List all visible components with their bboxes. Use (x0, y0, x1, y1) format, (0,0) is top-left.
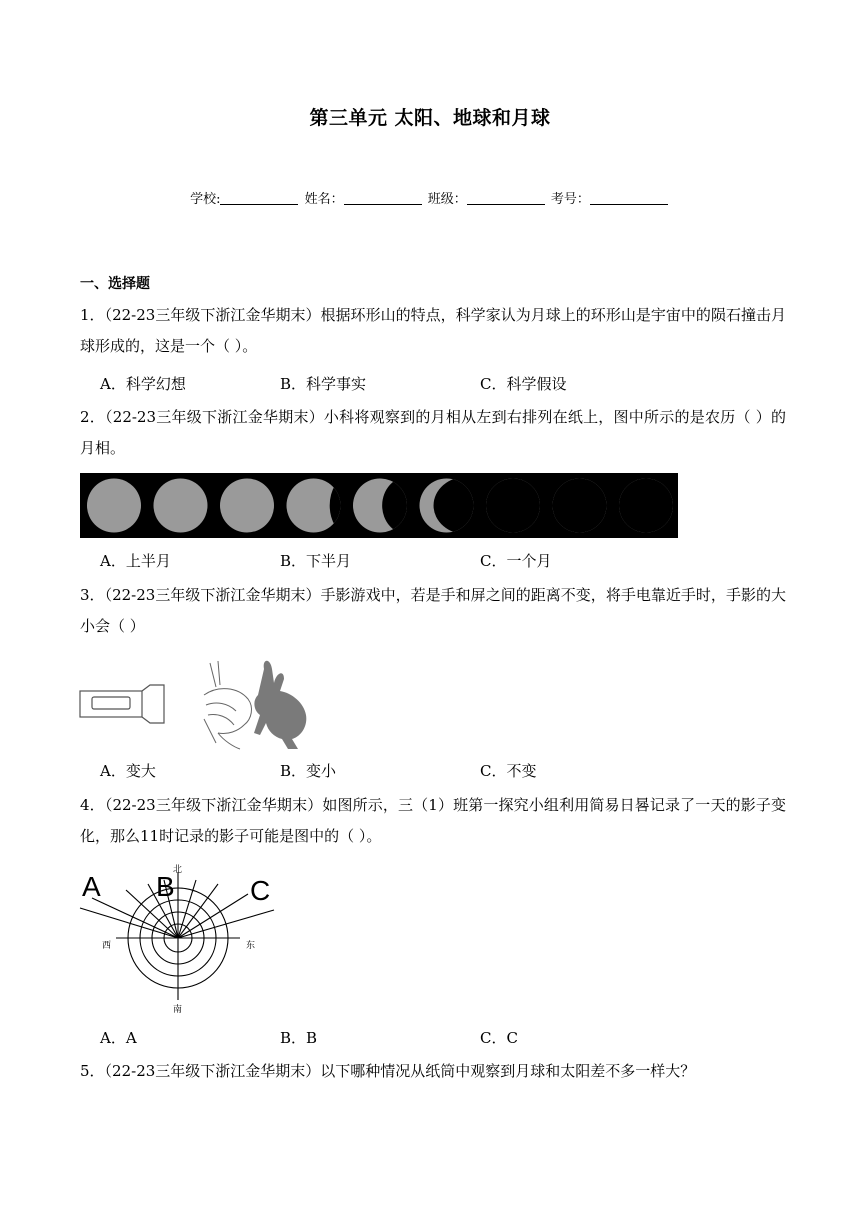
name-label: 姓名： (304, 192, 344, 207)
question-2: 2．（22-23三年级下浙江金华期末）小科将观察到的月相从左到右排列在纸上，图中所示的是农历（ ）的月相。 (80, 408, 786, 457)
class-blank (467, 204, 545, 205)
option-c: C．科学假设 (480, 375, 567, 393)
student-info-line (0, 188, 860, 207)
option-a: A．A (100, 1029, 137, 1047)
hand-shadow-image (78, 655, 328, 755)
question-3: 3．（22-23三年级下浙江金华期末）手影游戏中，若是手和屏之间的距离不变，将手电靠近手时，手影的大小会（ ） (80, 586, 786, 635)
section-heading: 一、选择题 (80, 276, 150, 292)
option-b: B．变小 (280, 762, 337, 780)
exam-no-blank (590, 204, 668, 205)
question-1: 1．（22-23三年级下浙江金华期末）根据环形山的特点，科学家认为月球上的环形山是宇宙中的陨石撞击月球形成的，这是一个（ ）。 (80, 306, 786, 355)
label-a: A (82, 871, 101, 902)
question-4: 4．（22-23三年级下浙江金华期末）如图所示，三（1）班第一探究小组利用简易日晷记录了一天的影子变化，那么11时记录的影子可能是图中的（ ）。 (80, 796, 786, 845)
name-blank (344, 204, 422, 205)
option-a: A．上半月 (100, 552, 171, 570)
school-label: 学校: (190, 192, 221, 207)
option-a: A．科学幻想 (100, 375, 186, 393)
option-c: C．不变 (480, 762, 537, 780)
hand-icon (204, 661, 251, 749)
option-b: B．科学事实 (280, 375, 367, 393)
exam-no-label: 考号： (550, 192, 590, 207)
option-b: B．B (280, 1029, 318, 1047)
hand-shadow-figure (78, 655, 328, 755)
option-a: A．变大 (100, 762, 156, 780)
class-label: 班级： (427, 192, 467, 207)
east-label: 东 (246, 941, 256, 951)
label-b: B (156, 871, 175, 902)
option-c: C．C (480, 1029, 518, 1047)
option-c: C．一个月 (480, 552, 552, 570)
sundial-diagram (78, 860, 278, 1015)
flashlight-icon (80, 685, 164, 723)
south-label: 南 (173, 1005, 183, 1015)
option-b: B．下半月 (280, 552, 352, 570)
north-label: 北 (173, 865, 183, 875)
west-label: 西 (102, 941, 112, 951)
moon-phase-8 (536, 477, 633, 535)
moon-phases-image (80, 473, 678, 538)
question-5: 5．（22-23三年级下浙江金华期末）以下哪种情况从纸筒中观察到月球和太阳差不多一样大？ (80, 1062, 696, 1080)
page-title: 第三单元 太阳、地球和月球 (309, 107, 551, 129)
school-blank (220, 204, 298, 205)
label-c: C (250, 875, 271, 906)
rabbit-shadow-icon (254, 661, 306, 749)
moon-phase-9 (596, 477, 678, 535)
moon-phases-figure (80, 473, 678, 538)
sundial-figure (78, 860, 278, 1015)
moon-phase-1 (87, 479, 141, 533)
